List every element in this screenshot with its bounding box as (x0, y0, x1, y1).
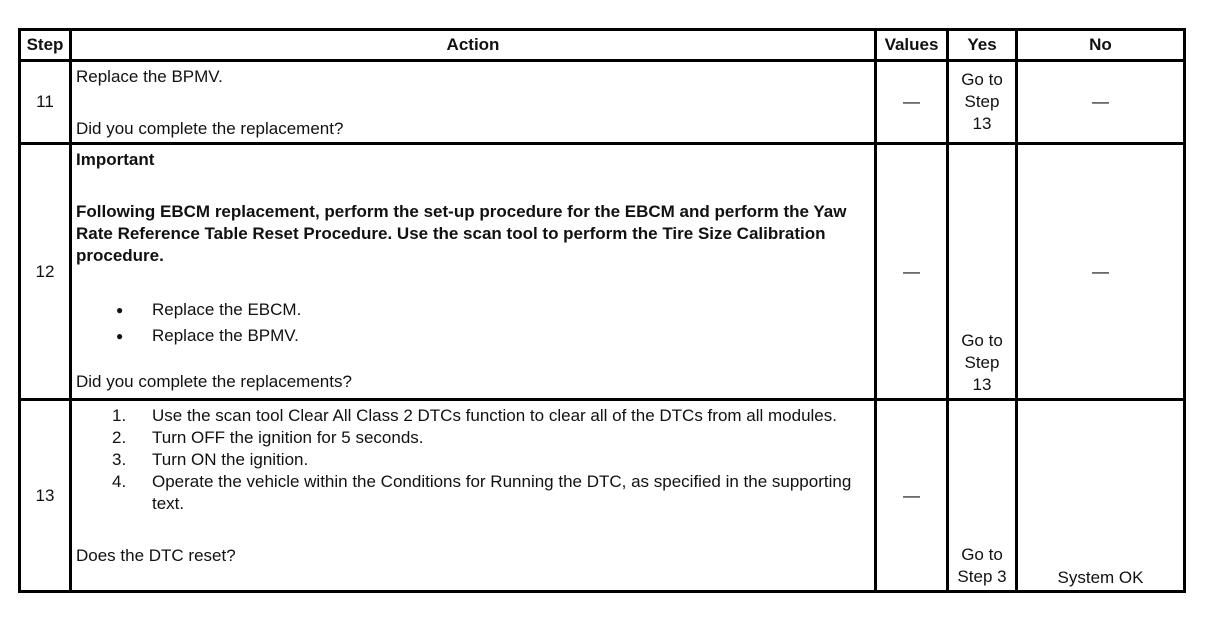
list-item (76, 449, 872, 471)
item-number: 2. (112, 428, 127, 447)
item-number: 3. (112, 450, 127, 469)
action-cell (71, 144, 876, 400)
yes-line: Step (964, 353, 1000, 372)
no-cell: — (1017, 61, 1185, 144)
yes-line: Go to (961, 545, 1003, 564)
action-text: Replace the BPMV. (76, 67, 223, 86)
diagnostic-step-table (18, 28, 1186, 593)
step-number: 12 (20, 144, 71, 400)
item-text: Turn ON the ignition. (152, 450, 309, 469)
table-row (20, 400, 1185, 592)
item-text: Use the scan tool Clear All Class 2 DTCs function to clear all of the DTCs from all modules. (152, 406, 837, 425)
question-text: Did you complete the replacements? (76, 372, 352, 391)
yes-line: 13 (972, 375, 992, 394)
table-row (20, 61, 1185, 144)
header-step: Step (20, 30, 71, 61)
yes-line: Step (964, 92, 1000, 111)
yes-line: Go to (961, 331, 1003, 350)
header-action: Action (71, 30, 876, 61)
list-item (76, 471, 872, 515)
important-title: Important (76, 150, 155, 169)
header-row (20, 30, 1185, 61)
step-number: 11 (20, 61, 71, 144)
item-number: 1. (112, 406, 127, 425)
step-number: 13 (20, 400, 71, 592)
list-item (76, 405, 872, 427)
header-values: Values (876, 30, 948, 61)
no-cell: System OK (1017, 400, 1185, 592)
item-text: Operate the vehicle within the Conditions for Running the DTC, as specified in the supporting text. (152, 472, 852, 513)
item-number: 4. (112, 472, 127, 491)
item-text: Turn OFF the ignition for 5 seconds. (152, 428, 424, 447)
yes-cell (948, 400, 1017, 592)
header-no: No (1017, 30, 1185, 61)
important-text: Following EBCM replacement, perform the set-up procedure for the EBCM and perform the Yaw Rate Reference Table Reset Procedure. Use the scan tool to perform the Tire Size Calibration procedure. (76, 202, 847, 265)
numbered-list (76, 405, 872, 515)
bullet-list (76, 297, 872, 349)
yes-line: 13 (972, 114, 992, 133)
yes-line: Go to (961, 70, 1003, 89)
list-item (76, 427, 872, 449)
yes-line: Step 3 (957, 567, 1007, 586)
action-cell (71, 400, 876, 592)
action-cell (71, 61, 876, 144)
question-text: Did you complete the replacement? (76, 119, 344, 138)
yes-cell (948, 144, 1017, 400)
list-item: ● Replace the BPMV. (76, 323, 872, 349)
header-yes: Yes (948, 30, 1017, 61)
yes-cell (948, 61, 1017, 144)
no-cell: — (1017, 144, 1185, 400)
values-cell: — (876, 400, 948, 592)
values-cell: — (876, 61, 948, 144)
values-cell: — (876, 144, 948, 400)
list-item: ● Replace the EBCM. (76, 297, 872, 323)
table-row (20, 144, 1185, 400)
question-text: Does the DTC reset? (76, 546, 236, 565)
